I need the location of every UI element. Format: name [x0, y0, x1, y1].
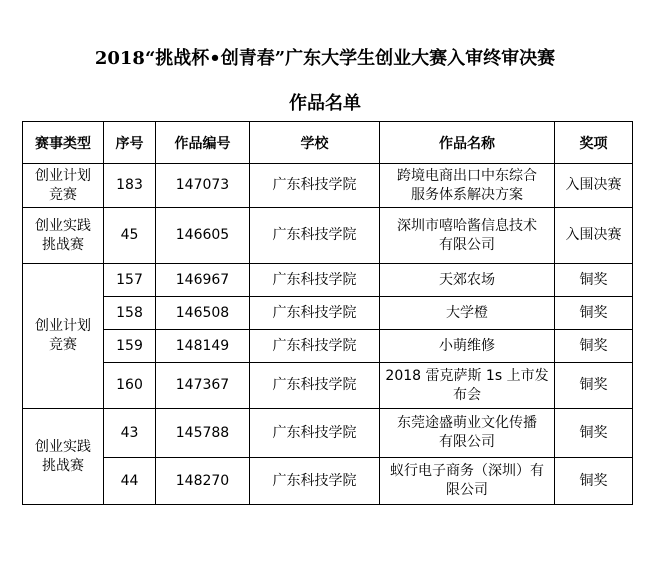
work-name-cell: 蚁行电子商务（深圳）有 限公司 — [380, 458, 555, 505]
work-name-cell: 东莞途盛萌业文化传播 有限公司 — [380, 409, 555, 458]
number-cell: 158 — [104, 297, 156, 330]
header-award: 奖项 — [555, 122, 633, 164]
header-number: 序号 — [104, 122, 156, 164]
school-cell: 广东科技学院 — [250, 297, 380, 330]
category-cell: 创业计划 竞赛 — [23, 264, 104, 409]
school-cell: 广东科技学院 — [250, 458, 380, 505]
results-table — [22, 121, 633, 505]
header-category: 赛事类型 — [23, 122, 104, 164]
category-cell: 创业计划 竞赛 — [23, 164, 104, 208]
number-cell: 157 — [104, 264, 156, 297]
page-title: 2018“挑战杯•创青春”广东大学生创业大赛入审终审决赛 — [94, 48, 556, 69]
number-cell: 45 — [104, 208, 156, 264]
table-row — [23, 330, 633, 363]
award-cell: 铜奖 — [555, 264, 633, 297]
award-cell: 铜奖 — [555, 330, 633, 363]
table-row — [23, 208, 633, 264]
header-work-name: 作品名称 — [380, 122, 555, 164]
school-cell: 广东科技学院 — [250, 409, 380, 458]
award-cell: 铜奖 — [555, 409, 633, 458]
table-row — [23, 264, 633, 297]
number-cell: 43 — [104, 409, 156, 458]
table-row — [23, 409, 633, 458]
work-name-cell: 大学橙 — [380, 297, 555, 330]
number-cell: 44 — [104, 458, 156, 505]
award-cell: 铜奖 — [555, 297, 633, 330]
school-cell: 广东科技学院 — [250, 264, 380, 297]
number-cell: 183 — [104, 164, 156, 208]
work-code-cell: 148270 — [156, 458, 250, 505]
category-cell: 创业实践 挑战赛 — [23, 409, 104, 505]
award-cell: 铜奖 — [555, 363, 633, 409]
header-work-code: 作品编号 — [156, 122, 250, 164]
school-cell: 广东科技学院 — [250, 208, 380, 264]
work-name-cell: 小萌维修 — [380, 330, 555, 363]
award-cell: 铜奖 — [555, 458, 633, 505]
work-code-cell: 147367 — [156, 363, 250, 409]
work-code-cell: 148149 — [156, 330, 250, 363]
page-subtitle: 作品名单 — [289, 93, 361, 114]
table-header-row — [23, 122, 633, 164]
school-cell: 广东科技学院 — [250, 330, 380, 363]
award-cell: 入围决赛 — [555, 164, 633, 208]
school-cell: 广东科技学院 — [250, 363, 380, 409]
header-school: 学校 — [250, 122, 380, 164]
work-code-cell: 146605 — [156, 208, 250, 264]
table-row — [23, 297, 633, 330]
award-cell: 入围决赛 — [555, 208, 633, 264]
table-row — [23, 164, 633, 208]
work-code-cell: 145788 — [156, 409, 250, 458]
work-name-cell: 跨境电商出口中东综合 服务体系解决方案 — [380, 164, 555, 208]
work-code-cell: 147073 — [156, 164, 250, 208]
category-cell: 创业实践 挑战赛 — [23, 208, 104, 264]
work-code-cell: 146508 — [156, 297, 250, 330]
work-name-cell: 天郊农场 — [380, 264, 555, 297]
number-cell: 159 — [104, 330, 156, 363]
number-cell: 160 — [104, 363, 156, 409]
table-row — [23, 363, 633, 409]
table-row — [23, 458, 633, 505]
work-code-cell: 146967 — [156, 264, 250, 297]
work-name-cell: 深圳市嘻哈酱信息技术 有限公司 — [380, 208, 555, 264]
school-cell: 广东科技学院 — [250, 164, 380, 208]
work-name-cell: 2018 雷克萨斯 1s 上市发 布会 — [380, 363, 555, 409]
